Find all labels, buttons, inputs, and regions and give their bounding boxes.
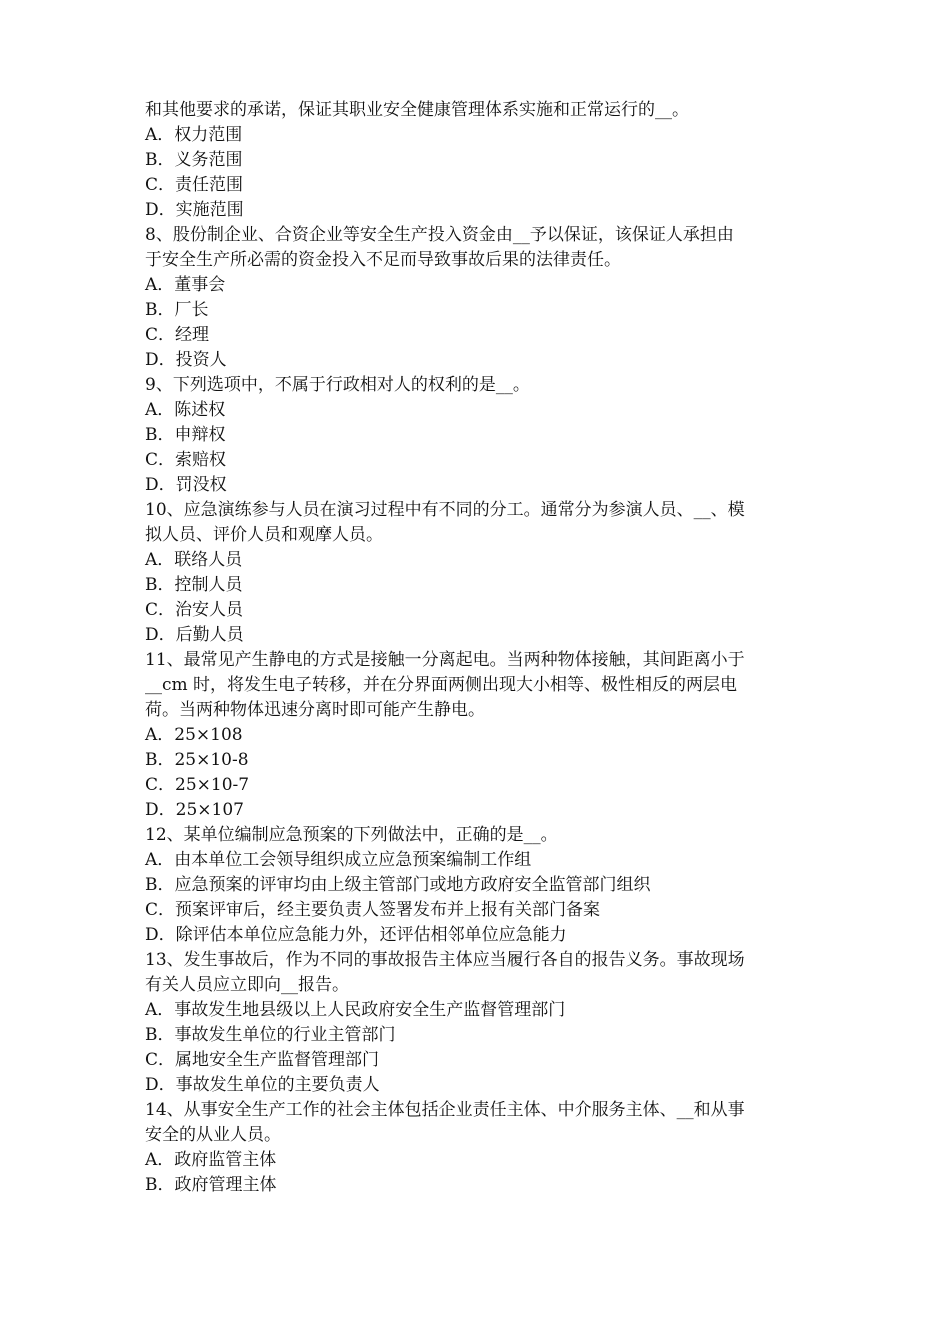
answer-option-b: B．政府管理主体: [145, 1175, 277, 1195]
answer-option-a: A．陈述权: [145, 400, 226, 420]
question-text-line: 13、发生事故后，作为不同的事故报告主体应当履行各自的报告义务。事故现场: [145, 950, 745, 970]
answer-option-c: C．属地安全生产监督管理部门: [145, 1050, 380, 1070]
answer-option-b: B．申辩权: [145, 425, 226, 445]
answer-option-a: A．25×108: [145, 725, 243, 745]
answer-option-b: B．控制人员: [145, 575, 243, 595]
question-text-line: 11、最常见产生静电的方式是接触一分离起电。当两种物体接触，其间距离小于: [145, 650, 745, 670]
question-13: [145, 948, 815, 1098]
answer-option-d: D．除评估本单位应急能力外，还评估相邻单位应急能力: [145, 925, 567, 945]
answer-option-d: D．事故发生单位的主要负责人: [145, 1075, 380, 1095]
question-11: [145, 648, 815, 823]
answer-option-b: B．应急预案的评审均由上级主管部门或地方政府安全监管部门组织: [145, 875, 651, 895]
question-14: [145, 1098, 815, 1198]
answer-option-d: D．投资人: [145, 350, 227, 370]
answer-option-c: C．责任范围: [145, 175, 244, 195]
answer-option-a: A．由本单位工会领导组织成立应急预案编制工作组: [145, 850, 532, 870]
answer-option-c: C．预案评审后，经主要负责人签署发布并上报有关部门备案: [145, 900, 601, 920]
intro-fragment: [145, 98, 815, 223]
question-12: [145, 823, 815, 948]
question-text-line: 荷。当两种物体迅速分离时即可能产生静电。: [145, 700, 485, 720]
question-9: [145, 373, 815, 498]
answer-option-a: A．权力范围: [145, 125, 243, 145]
question-text-line: 9、下列选项中，不属于行政相对人的权利的是__。: [145, 375, 530, 395]
question-text-line: 10、应急演练参与人员在演习过程中有不同的分工。通常分为参演人员、__、模: [145, 500, 745, 520]
question-text-line: 安全的从业人员。: [145, 1125, 281, 1145]
question-10: [145, 498, 815, 648]
answer-option-b: B．厂长: [145, 300, 209, 320]
question-text-line: 和其他要求的承诺，保证其职业安全健康管理体系实施和正常运行的__。: [145, 100, 689, 120]
answer-option-d: D．罚没权: [145, 475, 227, 495]
answer-option-d: D．实施范围: [145, 200, 244, 220]
answer-option-d: D．25×107: [145, 800, 244, 820]
question-text-line: __cm 时，将发生电子转移，并在分界面两侧出现大小相等、极性相反的两层电: [145, 675, 738, 695]
question-text-line: 于安全生产所必需的资金投入不足而导致事故后果的法律责任。: [145, 250, 621, 270]
answer-option-c: C．经理: [145, 325, 210, 345]
answer-option-b: B．事故发生单位的行业主管部门: [145, 1025, 396, 1045]
answer-option-a: A．联络人员: [145, 550, 243, 570]
question-8: [145, 223, 815, 373]
answer-option-b: B．义务范围: [145, 150, 243, 170]
answer-option-b: B．25×10-8: [145, 750, 249, 770]
question-text-line: 12、某单位编制应急预案的下列做法中，正确的是__。: [145, 825, 558, 845]
answer-option-c: C．25×10-7: [145, 775, 250, 795]
answer-option-a: A．董事会: [145, 275, 226, 295]
answer-option-c: C．索赔权: [145, 450, 227, 470]
answer-option-d: D．后勤人员: [145, 625, 244, 645]
answer-option-a: A．事故发生地县级以上人民政府安全生产监督管理部门: [145, 1000, 566, 1020]
answer-option-c: C．治安人员: [145, 600, 244, 620]
question-text-line: 拟人员、评价人员和观摩人员。: [145, 525, 383, 545]
question-text-line: 8、股份制企业、合资企业等安全生产投入资金由__予以保证，该保证人承担由: [145, 225, 734, 245]
question-text-line: 有关人员应立即向__报告。: [145, 975, 349, 995]
question-text-line: 14、从事安全生产工作的社会主体包括企业责任主体、中介服务主体、__和从事: [145, 1100, 745, 1120]
answer-option-a: A．政府监管主体: [145, 1150, 277, 1170]
document-page: [145, 98, 815, 1198]
